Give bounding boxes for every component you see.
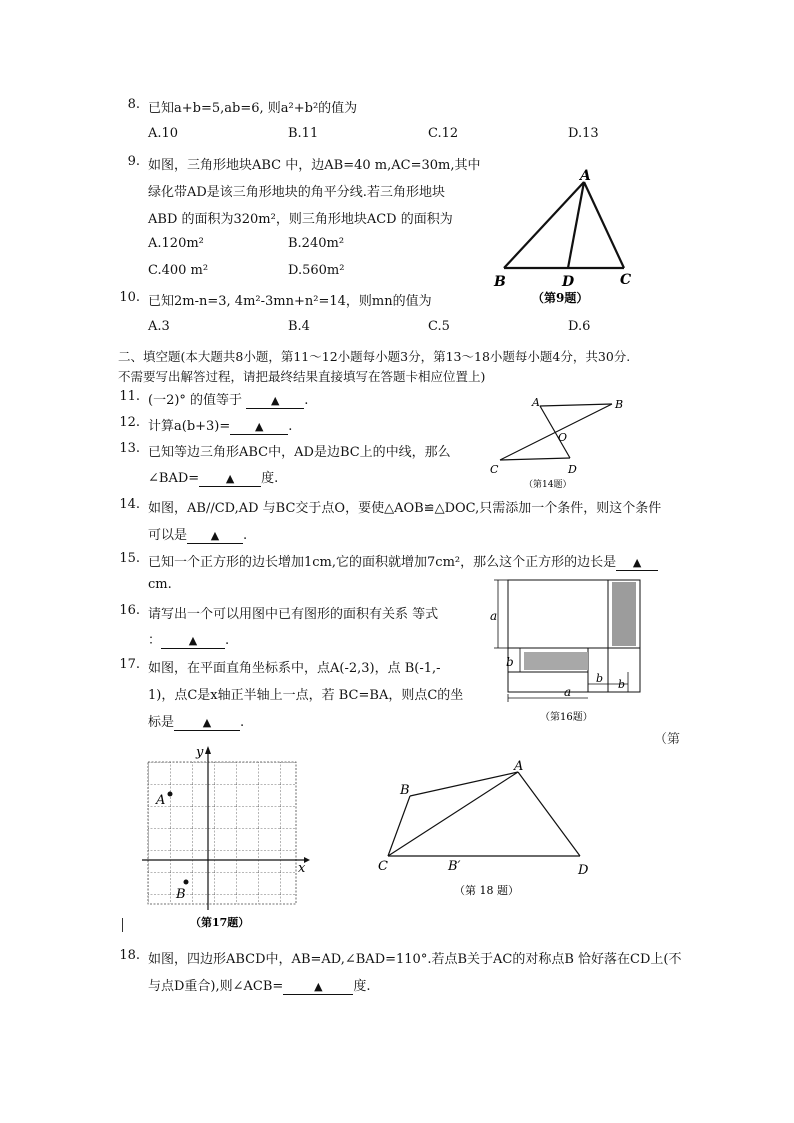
q9-option-a: A.120m²	[148, 236, 204, 251]
q16-line2	[148, 629, 229, 649]
q16-line1: 请写出一个可以用图中已有图形的面积有关系 等式	[148, 607, 439, 622]
fig9-side-ab	[504, 182, 584, 268]
q15-line1	[148, 551, 658, 571]
q12-answer-blank[interactable]	[230, 419, 288, 435]
fig17-caption: （第17题）	[190, 916, 250, 929]
fig14-label-o: O	[558, 431, 568, 444]
fig17-grid	[148, 762, 296, 904]
answer-triangle-icon: ▲	[202, 716, 212, 729]
q13-angle-text: ∠BAD=	[148, 471, 200, 486]
answer-triangle-icon: ▲	[225, 472, 235, 485]
fig14-segment-cd	[500, 458, 570, 460]
q9-option-b: B.240m²	[288, 236, 345, 251]
q14-line1: 如图，AB//CD,AD 与BC交于点O，要使△AOB≌△DOC,只需添加一个条件，则这个条件	[148, 501, 662, 516]
fig9-label-a: A	[580, 168, 591, 184]
q12-number: 12.	[119, 415, 140, 430]
q13-line2	[148, 467, 278, 487]
q9-option-d: D.560m²	[288, 263, 345, 278]
q11-text: (一2)° 的值等于	[148, 393, 243, 408]
q14-line2	[148, 524, 247, 544]
q18-answer-blank[interactable]	[283, 979, 353, 995]
fig18-side-cb	[388, 796, 410, 856]
q15-number: 15.	[119, 551, 140, 566]
fig18-label-d: D	[578, 863, 589, 878]
fig18-side-ad	[518, 772, 580, 856]
fig14-label-c: C	[490, 463, 499, 476]
fig18-caption: （第 18 题）	[454, 884, 519, 897]
q8-number: 8.	[127, 97, 140, 112]
q11-answer-blank[interactable]	[246, 393, 304, 409]
fig16-label-b-small1: b	[596, 672, 604, 685]
fig14-segment-ab	[540, 404, 612, 406]
fig17-y-arrow-icon	[205, 746, 211, 754]
fig16-label-b-small2: b	[618, 678, 626, 691]
q13-line1: 已知等边三角形ABC中，AD是边BC上的中线，那么	[148, 445, 451, 460]
fig16-label-a-vertical: a	[490, 609, 498, 623]
fig18-label-a: A	[514, 759, 524, 774]
q17-answer-blank[interactable]	[174, 715, 240, 731]
q17-period: .	[240, 715, 245, 730]
q17-number: 17.	[119, 657, 140, 672]
fig17-label-a: A	[156, 793, 166, 808]
q15-answer-blank[interactable]	[616, 555, 658, 571]
fig14-segment-bc	[500, 404, 612, 460]
q13-unit: 度.	[261, 471, 279, 486]
q8-option-b: B.11	[288, 126, 319, 141]
fig9-bisector-ad	[568, 182, 584, 268]
q18-text: 与点D重合),则∠ACB=	[148, 979, 284, 994]
fig18-label-bprime: B′	[448, 859, 461, 874]
q17-line2: 1)，点C是x轴正半轴上一点，若 BC=BA，则点C的坐	[148, 688, 464, 703]
q10-option-c: C.5	[428, 319, 450, 334]
answer-triangle-icon: ▲	[314, 980, 323, 993]
section2-heading: 二、填空题(本大题共8小题，第11～12小题每小题3分，第13～18小题每小题4分，共30分.	[118, 349, 631, 364]
q14-answer-blank[interactable]	[187, 528, 243, 544]
fig17-label-b: B	[176, 887, 186, 902]
q15-text: 已知一个正方形的边长增加1cm,它的面积就增加7cm²，那么这个正方形的边长是	[148, 555, 617, 570]
answer-triangle-icon: ▲	[270, 394, 280, 407]
edge-fragment: （第	[654, 732, 681, 747]
fig17-point-a	[168, 792, 173, 797]
q16-answer-blank[interactable]	[161, 633, 225, 649]
fig18-side-ba	[410, 772, 518, 796]
q15-unit: cm.	[148, 577, 172, 592]
figure-9	[488, 164, 648, 304]
fig9-caption: （第9题）	[532, 291, 589, 304]
q14-number: 14.	[119, 497, 140, 512]
q10-number: 10.	[119, 290, 140, 305]
section2-instructions: 不需要写出解答过程，请把最终结果直接填写在答题卡相应位置上)	[118, 369, 486, 384]
q14-period: .	[243, 528, 248, 543]
q13-answer-blank[interactable]	[199, 471, 261, 487]
q16-colon: ：	[148, 633, 162, 648]
fig9-side-ac	[584, 182, 624, 268]
q18-number: 18.	[119, 948, 140, 963]
q9-line1: 如图，三角形地块ABC 中，边AB=40 m,AC=30m,其中	[148, 158, 481, 173]
q14-prefix: 可以是	[148, 528, 188, 543]
q18-unit: 度.	[353, 979, 371, 994]
q11-line	[148, 389, 308, 409]
q10-option-d: D.6	[568, 319, 591, 334]
q9-number: 9.	[127, 154, 140, 169]
q8-option-d: D.13	[568, 126, 599, 141]
q18-line1: 如图，四边形ABCD中，AB=AD,∠BAD=110°.若点B关于AC的对称点B 恰好落在CD上(不	[148, 952, 682, 967]
q17-prefix: 标是	[148, 715, 175, 730]
fig14-label-b: B	[615, 398, 624, 411]
figure-18	[374, 756, 604, 902]
fig9-label-d: D	[562, 274, 575, 290]
margin-mark	[122, 918, 123, 932]
fig16-label-a-horizontal: a	[564, 685, 572, 699]
q16-number: 16.	[119, 603, 140, 618]
q9-option-c: C.400 m²	[148, 263, 209, 278]
q17-line3	[148, 711, 244, 731]
q9-line3: ABD 的面积为320m²，则三角形地块ACD 的面积为	[148, 212, 453, 227]
fig9-label-c: C	[620, 272, 632, 288]
q11-period: .	[304, 393, 309, 408]
q8-option-c: C.12	[428, 126, 459, 141]
fig18-label-c: C	[378, 859, 388, 874]
fig18-label-b: B	[400, 783, 410, 798]
fig9-label-b: B	[494, 274, 506, 290]
answer-triangle-icon: ▲	[188, 634, 198, 647]
fig14-caption: （第14题）	[524, 480, 572, 490]
fig17-point-b	[184, 880, 189, 885]
q8-text: 已知a+b=5,ab=6, 则a²+b²的值为	[148, 101, 358, 116]
q17-line1: 如图，在平面直角坐标系中，点A(-2,3)，点 B(-1,-	[148, 661, 441, 676]
fig16-shaded-horizontal	[524, 652, 588, 670]
q10-option-a: A.3	[148, 319, 170, 334]
fig14-label-d: D	[568, 463, 577, 476]
q12-line	[148, 415, 292, 435]
q8-option-a: A.10	[148, 126, 179, 141]
q10-option-b: B.4	[288, 319, 310, 334]
q9-line2: 绿化带AD是该三角形地块的角平分线.若三角形地块	[148, 185, 445, 200]
q11-number: 11.	[119, 389, 140, 404]
q13-number: 13.	[119, 441, 140, 456]
fig17-label-y: y	[196, 745, 204, 760]
q12-text: 计算a(b+3)=	[148, 419, 231, 434]
fig17-label-x: x	[298, 861, 306, 876]
answer-triangle-icon: ▲	[632, 556, 642, 569]
fig16-caption: （第16题）	[540, 712, 593, 723]
q10-text: 已知2m-n=3, 4m²-3mn+n²=14，则mn的值为	[148, 294, 432, 309]
answer-triangle-icon: ▲	[255, 420, 264, 433]
figure-14	[484, 392, 634, 490]
figure-16	[488, 572, 652, 728]
answer-triangle-icon: ▲	[210, 529, 220, 542]
q12-period: .	[288, 419, 293, 434]
fig16-shaded-vertical	[612, 582, 636, 646]
figure-17	[132, 740, 312, 932]
fig16-label-b-vertical: b	[506, 655, 514, 669]
q18-line2	[148, 975, 370, 995]
fig14-label-a: A	[532, 396, 540, 409]
q16-period: .	[225, 633, 230, 648]
